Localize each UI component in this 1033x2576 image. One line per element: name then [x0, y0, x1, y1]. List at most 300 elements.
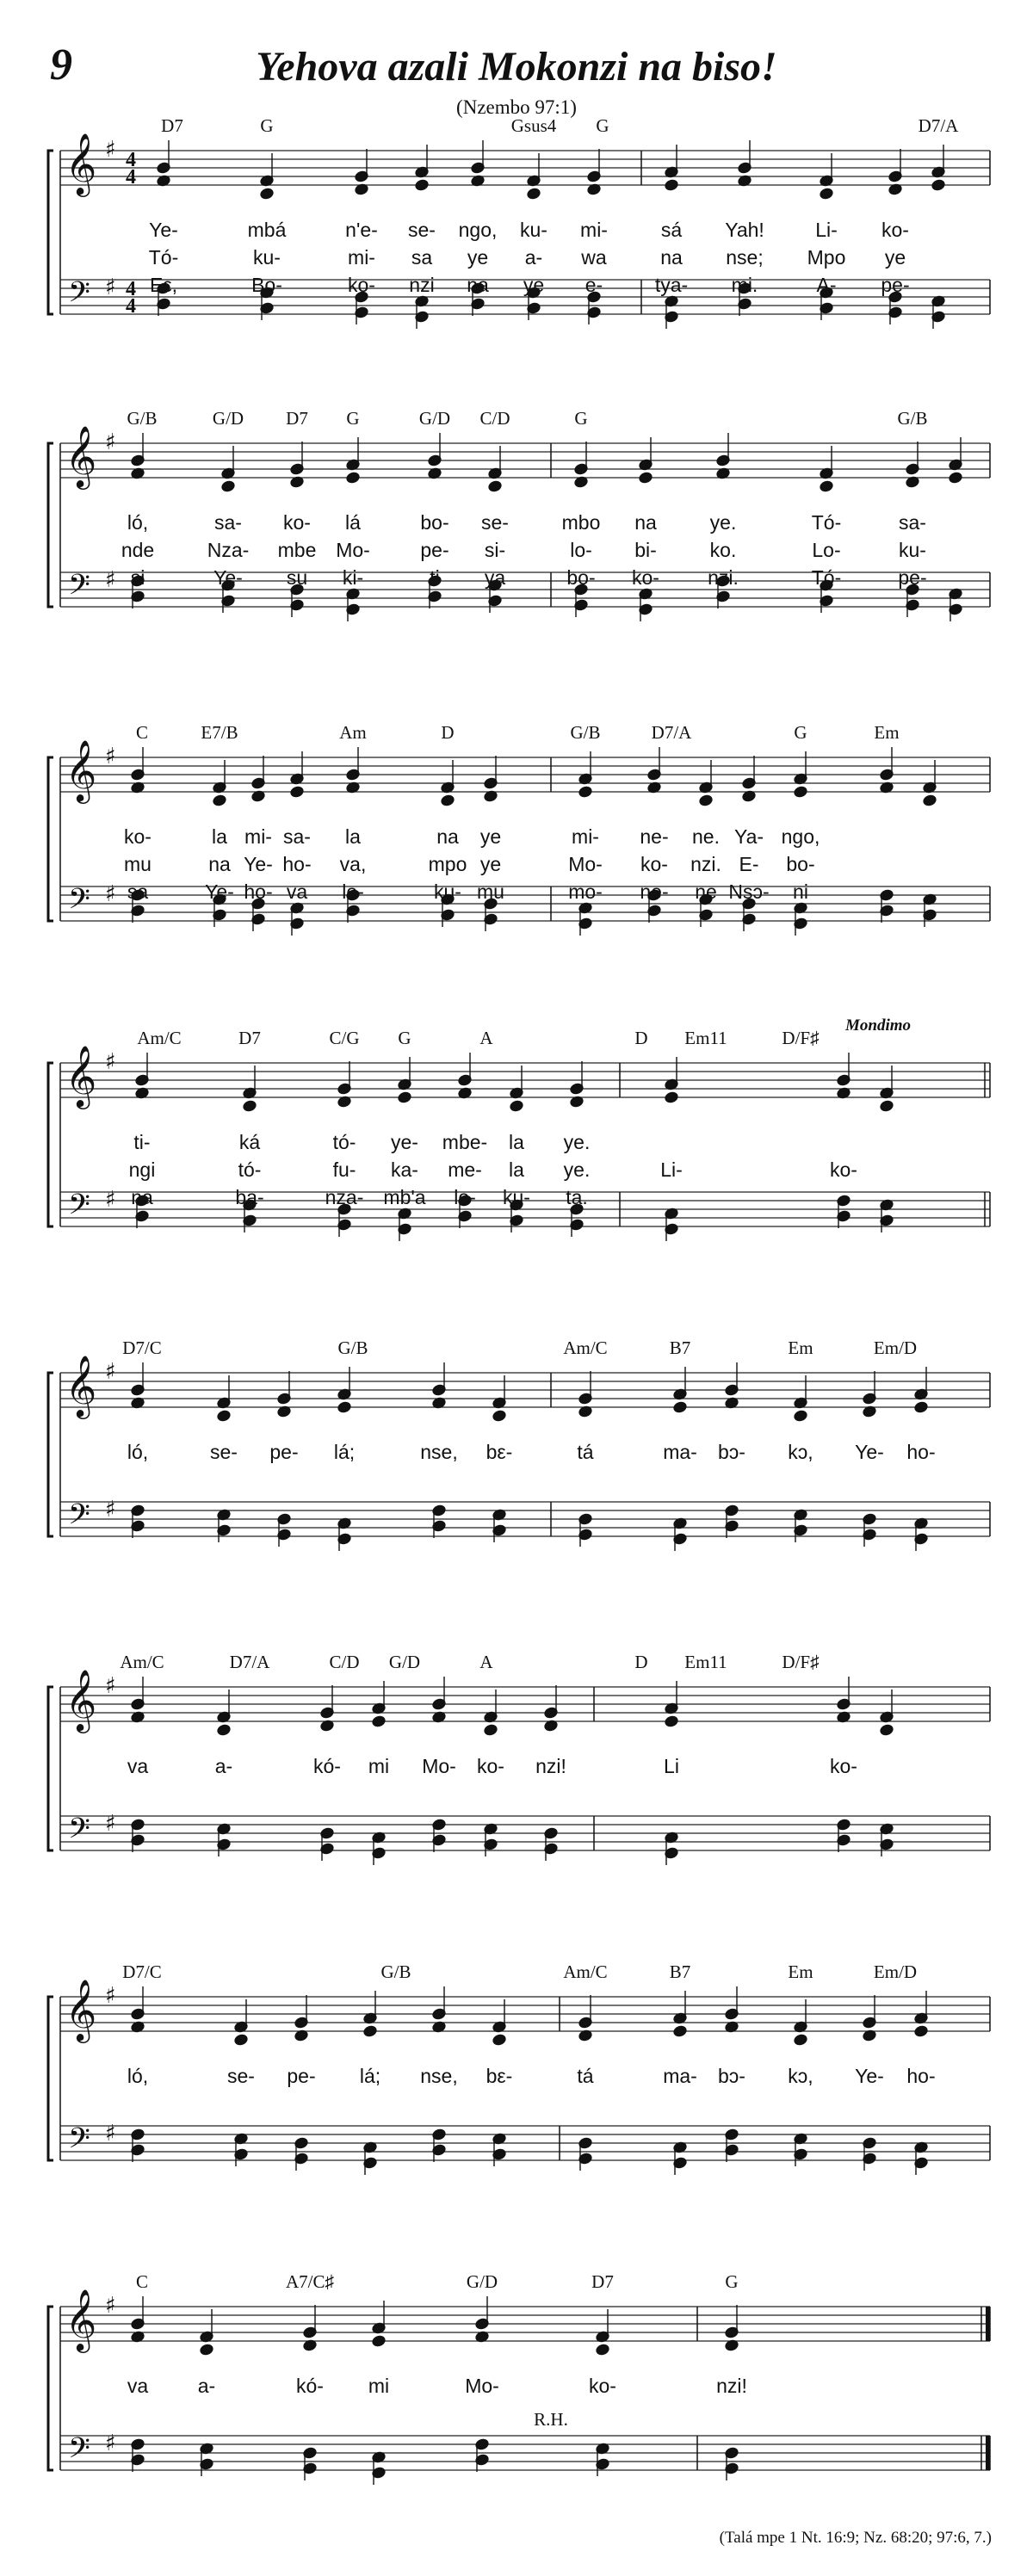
- lyric-syllable: Lo-: [812, 539, 841, 561]
- chord-symbol: C: [135, 2271, 149, 2292]
- lyric-syllable: Tó-: [811, 566, 842, 589]
- chord-symbol: D/F♯: [782, 1028, 820, 1048]
- lyric-syllable: pe-: [881, 274, 910, 296]
- lyric-syllable: tá: [577, 1441, 594, 1463]
- treble-clef-icon: 𝄞: [65, 1978, 97, 2041]
- lyric-syllable: pe-: [287, 2065, 316, 2087]
- note-head: [346, 472, 361, 485]
- note-head: [221, 480, 236, 493]
- note-head: [794, 2034, 808, 2047]
- lyric-syllable: na: [131, 1186, 153, 1208]
- note-head: [363, 2025, 378, 2038]
- note-head: [260, 188, 275, 201]
- lyric-syllable: ki-: [342, 566, 364, 589]
- lyric-syllable: la: [509, 1158, 524, 1181]
- lyric-syllable: e-: [585, 274, 603, 296]
- treble-clef-icon: 𝄞: [65, 2288, 97, 2351]
- lyric-syllable: ta.: [566, 1186, 588, 1208]
- note-head: [234, 2034, 249, 2047]
- chord-symbol: Am/C: [563, 1337, 608, 1358]
- sharp-icon: ♯: [105, 275, 116, 300]
- lyric-syllable: ho-: [906, 2065, 936, 2087]
- note-head: [794, 786, 808, 799]
- chord-symbol: D7: [238, 1028, 261, 1048]
- sharp-icon: ♯: [105, 1187, 116, 1213]
- lyric-syllable: tá: [577, 2065, 594, 2087]
- lyric-syllable: se-: [227, 2065, 255, 2087]
- lyric-syllable: mi-: [572, 825, 599, 848]
- bass-clef-icon: 𝄢: [68, 2122, 90, 2162]
- note-head: [415, 179, 430, 192]
- chord-symbol: Em: [788, 1961, 813, 1982]
- lyric-syllable: ye: [884, 246, 906, 269]
- chord-symbol: Am/C: [563, 1961, 608, 1982]
- note-head: [820, 480, 834, 493]
- final-barline: [986, 2307, 990, 2341]
- lyric-syllable: bɔ-: [718, 1441, 745, 1463]
- sharp-icon: ♯: [105, 1497, 116, 1523]
- chord-symbol: Em/D: [873, 1961, 918, 1982]
- note-head: [484, 1724, 498, 1737]
- treble-clef-icon: 𝄞: [65, 1668, 97, 1731]
- sharp-icon: ♯: [105, 2121, 116, 2147]
- lyric-syllable: ko-: [830, 1158, 857, 1181]
- chord-symbol: A: [479, 1028, 493, 1048]
- note-head: [931, 179, 946, 192]
- chord-symbol: Em: [874, 722, 900, 743]
- lyric-syllable: wa: [581, 246, 607, 269]
- chord-symbol: G: [574, 408, 588, 429]
- lyric-syllable: mpo: [428, 853, 467, 875]
- lyric-syllable: bo-: [566, 566, 596, 589]
- note-head: [880, 1724, 894, 1737]
- lyric-syllable: ba-: [235, 1186, 264, 1208]
- chord-symbol: G/B: [337, 1337, 368, 1358]
- lyric-syllable: mo-: [568, 880, 603, 903]
- chord-symbol: G: [346, 408, 360, 429]
- lyric-syllable: sá: [660, 219, 683, 241]
- lyric-syllable: pe-: [269, 1441, 299, 1463]
- chord-symbol: G: [794, 722, 807, 743]
- bass-clef-icon: 𝄢: [68, 1498, 90, 1538]
- chord-symbol: G/D: [388, 1652, 421, 1672]
- system-bracket: [48, 443, 53, 607]
- note-head: [673, 2025, 688, 2038]
- lyric-syllable: nzi.: [690, 853, 721, 875]
- lyric-syllable: ko-: [632, 566, 659, 589]
- scripture-reference: (Nzembo 97:1): [456, 96, 577, 118]
- chord-symbol: Am/C: [120, 1652, 164, 1672]
- lyric-syllable: nzi!: [716, 2375, 747, 2397]
- lyric-syllable: Bo-: [251, 274, 282, 296]
- lyric-syllable: ku-: [520, 219, 547, 241]
- chord-symbol: G/B: [127, 408, 158, 429]
- note-head: [488, 480, 503, 493]
- note-head: [213, 794, 227, 807]
- lyric-syllable: bo-: [420, 511, 449, 534]
- system-bracket: [48, 1373, 53, 1536]
- lyric-syllable: la: [509, 1131, 524, 1153]
- note-head: [665, 1091, 679, 1104]
- lyric-syllable: mi: [368, 1755, 390, 1777]
- final-barline: [986, 2436, 990, 2470]
- chord-symbol: D7: [591, 2271, 614, 2292]
- lyric-syllable: lá: [345, 511, 361, 534]
- lyric-syllable: sa: [127, 880, 149, 903]
- lyric-syllable: Nza-: [207, 539, 250, 561]
- lyric-syllable: ti-: [133, 1131, 151, 1153]
- sharp-icon: ♯: [105, 1983, 116, 2009]
- lyric-syllable: nzi.: [708, 566, 739, 589]
- note-head: [914, 2025, 929, 2038]
- time-signature-digit: 4: [126, 149, 136, 171]
- lyric-syllable: ho-: [244, 880, 273, 903]
- treble-clef-icon: 𝄞: [65, 132, 97, 195]
- chord-symbol: Em11: [684, 1028, 727, 1048]
- lyric-syllable: tya-: [654, 274, 689, 296]
- chord-symbol: B7: [669, 1961, 691, 1982]
- note-head: [665, 1715, 679, 1728]
- lyric-syllable: ko-: [348, 274, 375, 296]
- lyric-syllable: ma-: [663, 2065, 697, 2087]
- note-head: [337, 1401, 352, 1414]
- lyric-syllable: va: [127, 2375, 149, 2397]
- lyric-syllable: kɔ,: [788, 2065, 813, 2087]
- chord-symbol: D7/A: [229, 1652, 270, 1672]
- lyric-syllable: ko-: [640, 853, 668, 875]
- lyric-syllable: Ye-: [213, 566, 243, 589]
- lyric-syllable: va: [286, 880, 308, 903]
- lyric-syllable: nza-: [325, 1186, 364, 1208]
- chord-symbol: D7/A: [651, 722, 692, 743]
- note-head: [914, 1401, 929, 1414]
- lyric-syllable: Ye-: [244, 853, 273, 875]
- note-head: [243, 1100, 257, 1113]
- note-head: [639, 472, 653, 485]
- lyric-syllable: ka-: [391, 1158, 418, 1181]
- chord-symbol: D/F♯: [782, 1652, 820, 1672]
- system-bracket: [48, 1063, 53, 1226]
- lyric-syllable: mi-: [348, 246, 375, 269]
- lyric-syllable: mbo: [561, 511, 601, 534]
- lyric-syllable: ngi: [128, 1158, 156, 1181]
- lyric-syllable: sa-: [214, 511, 242, 534]
- bass-clef-icon: 𝄢: [68, 883, 90, 923]
- lyric-syllable: Tó-: [811, 511, 842, 534]
- lyric-syllable: ló,: [127, 2065, 149, 2087]
- lyric-syllable: ho-: [282, 853, 312, 875]
- lyric-syllable: nse,: [420, 2065, 458, 2087]
- lyric-syllable: Mo-: [465, 2375, 499, 2397]
- sharp-icon: ♯: [105, 2431, 116, 2456]
- lyric-syllable: na: [467, 274, 489, 296]
- lyric-syllable: ne-: [640, 825, 669, 848]
- note-head: [699, 794, 714, 807]
- sharp-icon: ♯: [105, 1049, 116, 1075]
- note-head: [492, 2034, 507, 2047]
- chord-symbol: G/D: [212, 408, 244, 429]
- note-head: [200, 2344, 214, 2357]
- chord-symbol: D7: [286, 408, 308, 429]
- lyric-syllable: mb'a: [383, 1186, 426, 1208]
- lyric-syllable: la: [212, 825, 227, 848]
- rh-marking: R.H.: [534, 2409, 568, 2430]
- lyric-syllable: ko-: [830, 1755, 857, 1777]
- lyric-syllable: ye.: [709, 511, 737, 534]
- lyric-syllable: ko-: [124, 825, 152, 848]
- chord-symbol: D: [634, 1652, 648, 1672]
- lyric-syllable: Εε,: [150, 274, 177, 296]
- chord-symbol: C: [135, 722, 149, 743]
- lyric-syllable: pe-: [898, 566, 927, 589]
- lyric-syllable: mbe-: [442, 1131, 488, 1153]
- chord-symbol: D: [441, 722, 455, 743]
- time-signature-digit: 4: [126, 295, 136, 318]
- lyric-syllable: ko.: [709, 539, 737, 561]
- note-head: [665, 179, 679, 192]
- lyric-syllable: Ye-: [149, 219, 178, 241]
- sharp-icon: ♯: [105, 744, 116, 769]
- lyric-syllable: ni: [793, 880, 808, 903]
- treble-clef-icon: 𝄞: [65, 738, 97, 801]
- chord-symbol: D7/A: [918, 115, 959, 136]
- lyric-syllable: la: [345, 825, 361, 848]
- lyric-syllable: tó-: [332, 1131, 356, 1153]
- lyric-syllable: sa-: [899, 511, 926, 534]
- mondimo-tempo-mark: Mondimo: [844, 1016, 912, 1035]
- sharp-icon: ♯: [105, 429, 116, 455]
- lyric-syllable: tó-: [238, 1158, 262, 1181]
- note-head: [673, 1401, 688, 1414]
- chord-symbol: C/D: [479, 408, 510, 429]
- lyric-syllable: su: [286, 566, 308, 589]
- lyric-syllable: kɔ,: [788, 1441, 813, 1463]
- lyric-syllable: ne: [695, 880, 717, 903]
- note-head: [949, 472, 963, 485]
- lyric-syllable: Yah!: [725, 219, 764, 241]
- system-bracket: [48, 2307, 53, 2470]
- lyric-syllable: sa-: [283, 825, 311, 848]
- lyric-syllable: mu: [477, 880, 504, 903]
- lyric-syllable: va,: [339, 853, 367, 875]
- sharp-icon: ♯: [105, 567, 116, 593]
- chord-symbol: G: [596, 115, 609, 136]
- lyric-syllable: nse,: [420, 1441, 458, 1463]
- chord-symbol: G: [260, 115, 274, 136]
- lyric-syllable: ye: [523, 274, 545, 296]
- lyric-syllable: nse;: [726, 246, 764, 269]
- note-head: [596, 2344, 610, 2357]
- lyric-syllable: ko-: [283, 511, 311, 534]
- chord-symbol: G/B: [380, 1961, 411, 1982]
- lyric-syllable: si: [130, 566, 145, 589]
- chord-symbol: Em: [788, 1337, 813, 1358]
- chord-symbol: Em11: [684, 1652, 727, 1672]
- note-head: [510, 1100, 524, 1113]
- bass-clef-icon: 𝄢: [68, 276, 90, 316]
- note-head: [372, 1715, 387, 1728]
- lyric-syllable: ho-: [906, 1441, 936, 1463]
- lyric-syllable: mbe: [277, 539, 317, 561]
- lyric-syllable: ne-: [640, 880, 669, 903]
- lyric-syllable: mi-: [244, 825, 272, 848]
- chord-symbol: A: [479, 1652, 493, 1672]
- lyric-syllable: Li-: [815, 219, 838, 241]
- lyric-syllable: me-: [448, 1158, 482, 1181]
- lyric-syllable: ku-: [503, 1186, 530, 1208]
- note-head: [372, 2335, 387, 2348]
- lyric-syllable: Mo-: [568, 853, 603, 875]
- lyric-syllable: Nsɔ-: [728, 880, 770, 903]
- lyric-syllable: Ye-: [855, 1441, 884, 1463]
- lyric-syllable: Li-: [660, 1158, 683, 1181]
- lyric-syllable: mi: [368, 2375, 390, 2397]
- lyric-syllable: bɔ-: [718, 2065, 745, 2087]
- footer-references: (Talá mpe 1 Nt. 16:9; Nz. 68:20; 97:6, 7.): [719, 2529, 992, 2547]
- system-bracket: [48, 757, 53, 921]
- lyric-syllable: Mo-: [422, 1755, 456, 1777]
- lyric-syllable: ló,: [127, 511, 149, 534]
- lyric-syllable: A-: [816, 274, 837, 296]
- bass-clef-icon: 𝄢: [68, 1813, 90, 1852]
- sharp-icon: ♯: [105, 1673, 116, 1699]
- treble-clef-icon: 𝄞: [65, 1354, 97, 1417]
- lyric-syllable: na: [660, 246, 683, 269]
- time-signature-digit: 4: [126, 166, 136, 188]
- lyric-syllable: ku-: [253, 246, 281, 269]
- note-head: [441, 794, 455, 807]
- note-head: [290, 786, 305, 799]
- chord-symbol: C/D: [329, 1652, 360, 1672]
- lyric-syllable: se-: [210, 1441, 238, 1463]
- chord-symbol: C/G: [329, 1028, 360, 1048]
- lyric-syllable: sa: [411, 246, 433, 269]
- lyric-syllable: Mpo: [807, 246, 846, 269]
- lyric-syllable: lo-: [342, 880, 364, 903]
- lyric-syllable: mu: [124, 853, 152, 875]
- lyric-syllable: nzi: [409, 274, 435, 296]
- lyric-syllable: lo-: [570, 539, 592, 561]
- lyric-syllable: mi-: [580, 219, 608, 241]
- lyric-syllable: Li: [664, 1755, 679, 1777]
- time-signature-digit: 4: [126, 278, 136, 300]
- lyric-syllable: Ye-: [855, 2065, 884, 2087]
- lyric-syllable: ngo,: [458, 219, 498, 241]
- lyric-syllable: kó-: [313, 1755, 341, 1777]
- lyric-syllable: ye: [467, 246, 489, 269]
- chord-symbol: G: [398, 1028, 411, 1048]
- lyric-syllable: a-: [214, 1755, 233, 1777]
- lyric-syllable: ye.: [563, 1158, 591, 1181]
- note-head: [527, 188, 541, 201]
- lyric-syllable: nde: [121, 539, 155, 561]
- chord-symbol: Em/D: [873, 1337, 918, 1358]
- chord-symbol: D: [634, 1028, 648, 1048]
- lyric-syllable: Mo-: [336, 539, 370, 561]
- system-bracket: [48, 151, 53, 314]
- lyric-syllable: na: [436, 825, 459, 848]
- chord-symbol: Am: [339, 722, 367, 743]
- lyric-syllable: ku-: [899, 539, 926, 561]
- lyric-syllable: n'e-: [345, 219, 378, 241]
- lyric-syllable: pe-: [420, 539, 449, 561]
- chord-symbol: E7/B: [201, 722, 238, 743]
- bass-clef-icon: 𝄢: [68, 2432, 90, 2472]
- lyric-syllable: bo-: [786, 853, 815, 875]
- lyric-syllable: se-: [481, 511, 509, 534]
- chord-symbol: G/B: [570, 722, 601, 743]
- lyric-syllable: fu-: [332, 1158, 356, 1181]
- lyric-syllable: ye.: [563, 1131, 591, 1153]
- sharp-icon: ♯: [105, 1811, 116, 1837]
- lyric-syllable: va: [127, 1755, 149, 1777]
- lyric-syllable: ti: [430, 566, 440, 589]
- lyric-syllable: na: [208, 853, 231, 875]
- lyric-syllable: ye-: [391, 1131, 418, 1153]
- lyric-syllable: mbá: [247, 219, 287, 241]
- note-head: [923, 794, 937, 807]
- lyric-syllable: kó-: [296, 2375, 324, 2397]
- lyric-syllable: na: [634, 511, 657, 534]
- song-title: Yehova azali Mokonzi na biso!: [256, 44, 777, 90]
- lyric-syllable: E-: [739, 853, 759, 875]
- chord-symbol: D7/C: [122, 1337, 162, 1358]
- lyric-syllable: lá;: [359, 2065, 381, 2087]
- lyric-syllable: ne.: [692, 825, 720, 848]
- lyric-syllable: Ye-: [205, 880, 234, 903]
- chord-symbol: A7/C♯: [285, 2271, 335, 2292]
- lyric-syllable: bε-: [486, 2065, 513, 2087]
- sharp-icon: ♯: [105, 881, 116, 907]
- note-head: [578, 786, 593, 799]
- lyric-syllable: ya: [484, 566, 506, 589]
- lyric-syllable: ye: [479, 853, 502, 875]
- lyric-syllable: mi.: [731, 274, 758, 296]
- chord-symbol: Gsus4: [510, 115, 557, 136]
- lyric-syllable: se-: [408, 219, 436, 241]
- lyric-syllable: Tó-: [148, 246, 179, 269]
- lyric-syllable: lá;: [333, 1441, 356, 1463]
- lyric-syllable: Ya-: [733, 825, 764, 848]
- treble-clef-icon: 𝄞: [65, 1044, 97, 1107]
- lyric-syllable: si-: [484, 539, 506, 561]
- lyric-syllable: ko-: [881, 219, 909, 241]
- bass-clef-icon: 𝄢: [68, 1189, 90, 1228]
- lyric-syllable: bi-: [634, 539, 657, 561]
- note-head: [820, 188, 834, 201]
- lyric-syllable: a-: [197, 2375, 216, 2397]
- lyric-syllable: ko-: [477, 1755, 504, 1777]
- note-head: [217, 1724, 232, 1737]
- lyric-syllable: bε-: [486, 1441, 513, 1463]
- lyric-syllable: lo-: [454, 1186, 476, 1208]
- lyric-syllable: ye: [479, 825, 502, 848]
- bass-clef-icon: 𝄢: [68, 569, 90, 608]
- chord-symbol: B7: [669, 1337, 691, 1358]
- note-head: [880, 1100, 894, 1113]
- lyric-syllable: a-: [524, 246, 543, 269]
- sharp-icon: ♯: [105, 1359, 116, 1385]
- lyric-syllable: ká: [238, 1131, 261, 1153]
- lyric-syllable: nzi!: [535, 1755, 566, 1777]
- note-head: [492, 1410, 507, 1423]
- note-head: [398, 1091, 412, 1104]
- treble-clef-icon: 𝄞: [65, 424, 97, 487]
- hymn-number: 9: [50, 40, 72, 90]
- chord-symbol: G/D: [418, 408, 451, 429]
- system-bracket: [48, 1687, 53, 1850]
- lyric-syllable: ngo,: [781, 825, 820, 848]
